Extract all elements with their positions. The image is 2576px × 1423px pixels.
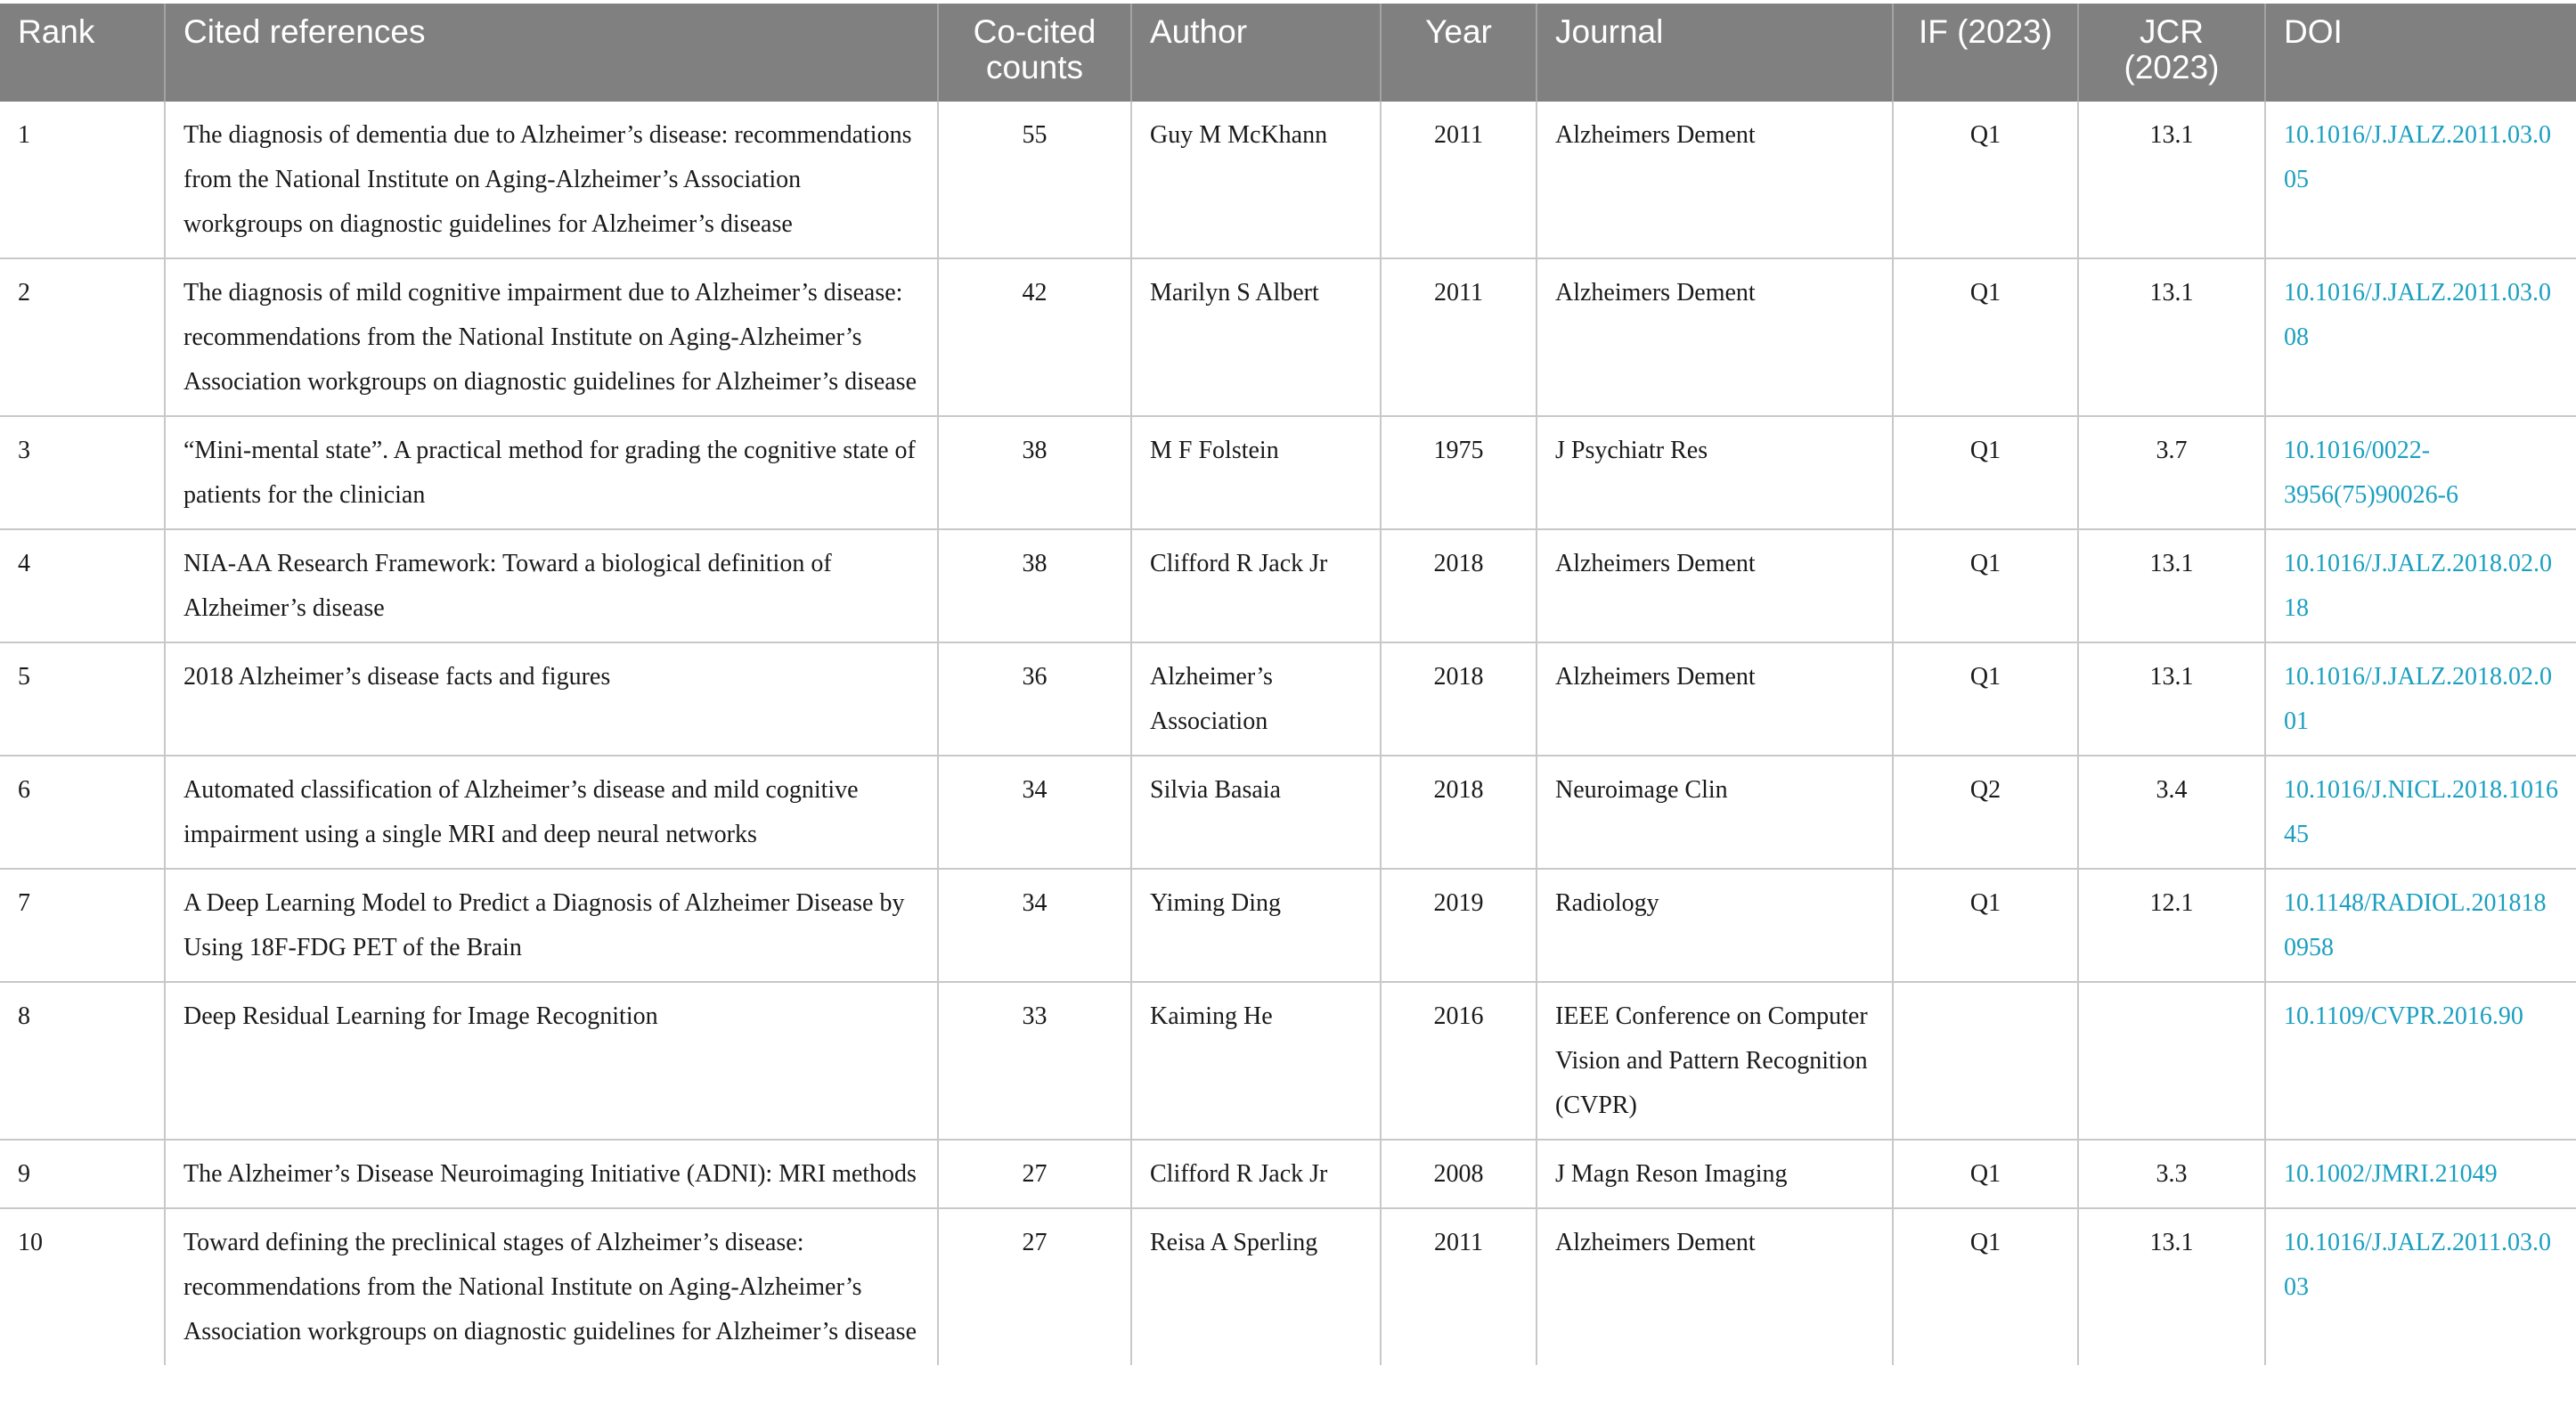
year-cell: 2016 <box>1381 982 1537 1140</box>
cited-reference-cell: 2018 Alzheimer’s disease facts and figures <box>165 642 938 756</box>
header-jcr: JCR (2023) <box>2078 4 2265 102</box>
doi-link[interactable]: 10.1016/J.JALZ.2011.03.003 <box>2265 1208 2576 1365</box>
cited-reference-cell: The Alzheimer’s Disease Neuroimaging Initiative (ADNI): MRI methods <box>165 1140 938 1208</box>
header-author: Author <box>1131 4 1381 102</box>
header-doi: DOI <box>2265 4 2576 102</box>
year-cell: 2011 <box>1381 258 1537 416</box>
cited-reference-cell: Toward defining the preclinical stages of Alzheimer’s disease: recommendations from the National Institute on Aging-Alzheimer’s Association workgroups on diagnostic guidelines for Alzheimer’s disease <box>165 1208 938 1365</box>
table-row <box>0 416 2576 529</box>
jcr-cell: 3.7 <box>2078 416 2265 529</box>
co-cited-count-cell: 38 <box>938 529 1131 642</box>
if-cell: Q1 <box>1893 102 2078 258</box>
jcr-cell: 3.3 <box>2078 1140 2265 1208</box>
cited-reference-cell: “Mini-mental state”. A practical method for grading the cognitive state of patients for the clinician <box>165 416 938 529</box>
co-cited-count-cell: 55 <box>938 102 1131 258</box>
cited-reference-cell: NIA-AA Research Framework: Toward a biological definition of Alzheimer’s disease <box>165 529 938 642</box>
if-cell: Q1 <box>1893 642 2078 756</box>
doi-link[interactable]: 10.1016/0022-3956(75)90026-6 <box>2265 416 2576 529</box>
journal-cell: J Magn Reson Imaging <box>1537 1140 1893 1208</box>
rank-cell: 1 <box>0 102 165 258</box>
year-cell: 2011 <box>1381 102 1537 258</box>
co-cited-count-cell: 42 <box>938 258 1131 416</box>
doi-link[interactable]: 10.1016/J.JALZ.2018.02.001 <box>2265 642 2576 756</box>
author-cell: Guy M McKhann <box>1131 102 1381 258</box>
author-cell: Clifford R Jack Jr <box>1131 529 1381 642</box>
rank-cell: 5 <box>0 642 165 756</box>
jcr-cell <box>2078 982 2265 1140</box>
journal-cell: J Psychiatr Res <box>1537 416 1893 529</box>
table-row <box>0 1140 2576 1208</box>
author-cell: Clifford R Jack Jr <box>1131 1140 1381 1208</box>
rank-cell: 6 <box>0 756 165 869</box>
year-cell: 2011 <box>1381 1208 1537 1365</box>
co-cited-count-cell: 38 <box>938 416 1131 529</box>
if-cell: Q1 <box>1893 258 2078 416</box>
journal-cell: Alzheimers Dement <box>1537 1208 1893 1365</box>
rank-cell: 8 <box>0 982 165 1140</box>
header-row <box>0 4 2576 102</box>
journal-cell: IEEE Conference on Computer Vision and Pattern Recognition (CVPR) <box>1537 982 1893 1140</box>
if-cell: Q2 <box>1893 756 2078 869</box>
rank-cell: 10 <box>18 1229 43 1256</box>
jcr-cell: 13.1 <box>2078 1208 2265 1365</box>
table-row <box>0 756 2576 869</box>
author-cell: Alzheimer’s Association <box>1131 642 1381 756</box>
author-cell: Kaiming He <box>1131 982 1381 1140</box>
if-cell <box>1893 982 2078 1140</box>
cited-reference-cell: Deep Residual Learning for Image Recognition <box>165 982 938 1140</box>
co-cited-count-cell: 27 <box>938 1208 1131 1365</box>
header-co-cited-counts: Co-cited counts <box>938 4 1131 102</box>
jcr-cell: 13.1 <box>2078 258 2265 416</box>
table-row <box>0 982 2576 1140</box>
header-rank: Rank <box>0 4 165 102</box>
co-cited-count-cell: 36 <box>938 642 1131 756</box>
rank-cell: 7 <box>0 869 165 982</box>
author-cell: Marilyn S Albert <box>1131 258 1381 416</box>
jcr-cell: 13.1 <box>2078 529 2265 642</box>
jcr-cell: 12.1 <box>2078 869 2265 982</box>
doi-link[interactable]: 10.1016/J.JALZ.2018.02.018 <box>2265 529 2576 642</box>
header-if: IF (2023) <box>1893 4 2078 102</box>
table-row <box>0 529 2576 642</box>
table-row <box>0 1208 2576 1365</box>
if-cell: Q1 <box>1893 416 2078 529</box>
rank-cell: 9 <box>0 1140 165 1208</box>
cited-reference-cell: A Deep Learning Model to Predict a Diagnosis of Alzheimer Disease by Using 18F-FDG PET of the Brain <box>165 869 938 982</box>
rank-cell: 2 <box>0 258 165 416</box>
table-row <box>0 642 2576 756</box>
author-cell: Silvia Basaia <box>1131 756 1381 869</box>
journal-cell: Alzheimers Dement <box>1537 258 1893 416</box>
cited-reference-cell: The diagnosis of dementia due to Alzheimer’s disease: recommendations from the National Institute on Aging-Alzheimer’s Association workgroups on diagnostic guidelines for Alzheimer’s disease <box>165 102 938 258</box>
cited-reference-cell: The diagnosis of mild cognitive impairment due to Alzheimer’s disease: recommendations from the National Institute on Aging-Alzheimer’s Association workgroups on diagnostic guidelines for Alzheimer’s disease <box>165 258 938 416</box>
header-cited-references: Cited references <box>165 4 938 102</box>
author-cell: Yiming Ding <box>1131 869 1381 982</box>
rank-cell: 3 <box>0 416 165 529</box>
jcr-cell: 3.4 <box>2078 756 2265 869</box>
doi-link[interactable]: 10.1016/J.JALZ.2011.03.005 <box>2265 102 2576 258</box>
header-year: Year <box>1381 4 1537 102</box>
table-row <box>0 869 2576 982</box>
year-cell: 2018 <box>1381 529 1537 642</box>
year-cell: 2018 <box>1381 756 1537 869</box>
table-row <box>0 258 2576 416</box>
doi-link[interactable]: 10.1016/J.NICL.2018.101645 <box>2265 756 2576 869</box>
doi-link[interactable]: 10.1109/CVPR.2016.90 <box>2265 982 2576 1140</box>
co-cited-count-cell: 33 <box>938 982 1131 1140</box>
if-cell: Q1 <box>1893 529 2078 642</box>
journal-cell: Alzheimers Dement <box>1537 642 1893 756</box>
header-journal: Journal <box>1537 4 1893 102</box>
journal-cell: Alzheimers Dement <box>1537 529 1893 642</box>
author-cell: Reisa A Sperling <box>1131 1208 1381 1365</box>
doi-link[interactable]: 10.1016/J.JALZ.2011.03.008 <box>2265 258 2576 416</box>
co-cited-count-cell: 34 <box>938 869 1131 982</box>
year-cell: 2018 <box>1381 642 1537 756</box>
doi-link[interactable]: 10.1002/JMRI.21049 <box>2265 1140 2576 1208</box>
year-cell: 2019 <box>1381 869 1537 982</box>
cited-reference-cell: Automated classification of Alzheimer’s disease and mild cognitive impairment using a single MRI and deep neural networks <box>165 756 938 869</box>
journal-cell: Radiology <box>1537 869 1893 982</box>
jcr-cell: 13.1 <box>2078 642 2265 756</box>
author-cell: M F Folstein <box>1131 416 1381 529</box>
co-cited-count-cell: 27 <box>938 1140 1131 1208</box>
co-cited-count-cell: 34 <box>938 756 1131 869</box>
jcr-cell: 13.1 <box>2078 102 2265 258</box>
doi-link[interactable]: 10.1148/RADIOL.2018180958 <box>2265 869 2576 982</box>
co-cited-references-table <box>0 4 2576 1365</box>
journal-cell: Alzheimers Dement <box>1537 102 1893 258</box>
if-cell: Q1 <box>1893 869 2078 982</box>
if-cell: Q1 <box>1893 1140 2078 1208</box>
year-cell: 1975 <box>1381 416 1537 529</box>
journal-cell: Neuroimage Clin <box>1537 756 1893 869</box>
year-cell: 2008 <box>1381 1140 1537 1208</box>
table-row <box>0 102 2576 258</box>
if-cell: Q1 <box>1893 1208 2078 1365</box>
rank-cell: 4 <box>0 529 165 642</box>
